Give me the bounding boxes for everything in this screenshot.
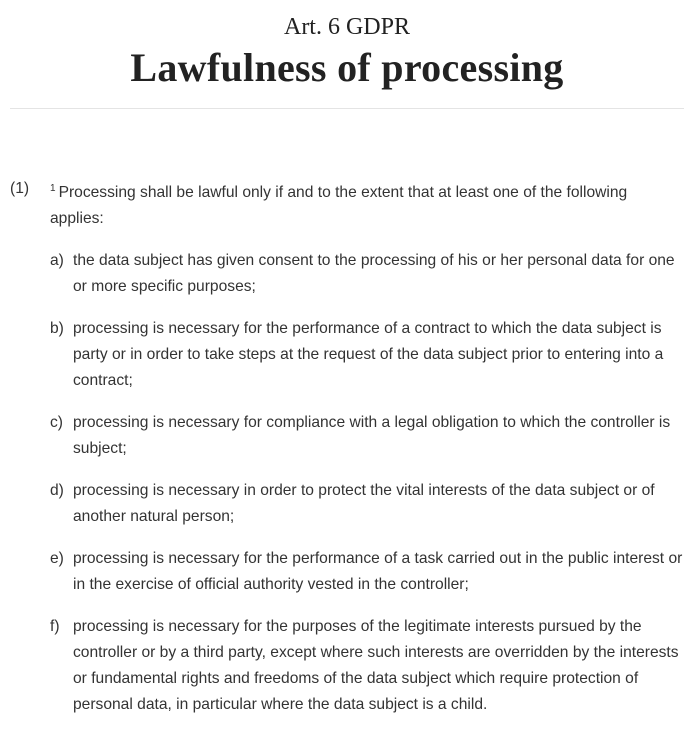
item-letter: b)	[50, 320, 64, 337]
article-number: Art. 6 GDPR	[283, 14, 410, 40]
item-text: processing is necessary for compliance with a legal obligation to which the controller is subject;	[73, 414, 671, 457]
item-letter: e)	[50, 550, 64, 567]
divider	[10, 108, 684, 109]
item-letter: f)	[50, 618, 60, 635]
paragraph-number: (1)	[10, 180, 30, 197]
list-item-f	[50, 614, 684, 718]
item-text: processing is necessary for the purposes of the legitimate interests pursued by the controller or by a third party, except where such interests are overridden by the interests or fundamental rights and freedoms of the data subject which require protection of personal data, in particular where the data subject is a child.	[73, 618, 679, 713]
item-letter: a)	[50, 252, 64, 269]
list-item-d	[50, 478, 684, 530]
item-text: processing is necessary in order to protect the vital interests of the data subject or of another natural person;	[73, 482, 655, 525]
list-item-b	[50, 316, 684, 394]
item-letter: d)	[50, 482, 64, 499]
article-content	[0, 176, 694, 734]
conditions-list	[50, 248, 684, 718]
page-title: Lawfulness of processing	[130, 45, 564, 90]
item-text: processing is necessary for the performance of a task carried out in the public interest or in the exercise of official authority vested in the controller;	[73, 550, 683, 593]
paragraph-1	[0, 176, 684, 718]
list-item-a	[50, 248, 684, 300]
paragraph-intro	[50, 176, 684, 232]
item-text: processing is necessary for the performance of a contract to which the data subject is party or in order to take steps at the request of the data subject prior to entering into a contract;	[73, 320, 664, 389]
intro-text: Processing shall be lawful only if and to the extent that at least one of the following applies:	[50, 184, 628, 227]
list-item-e	[50, 546, 684, 598]
item-text: the data subject has given consent to the processing of his or her personal data for one or more specific purposes;	[73, 252, 675, 295]
sentence-number: 1	[50, 183, 56, 194]
item-letter: c)	[50, 414, 63, 431]
list-item-c	[50, 410, 684, 462]
